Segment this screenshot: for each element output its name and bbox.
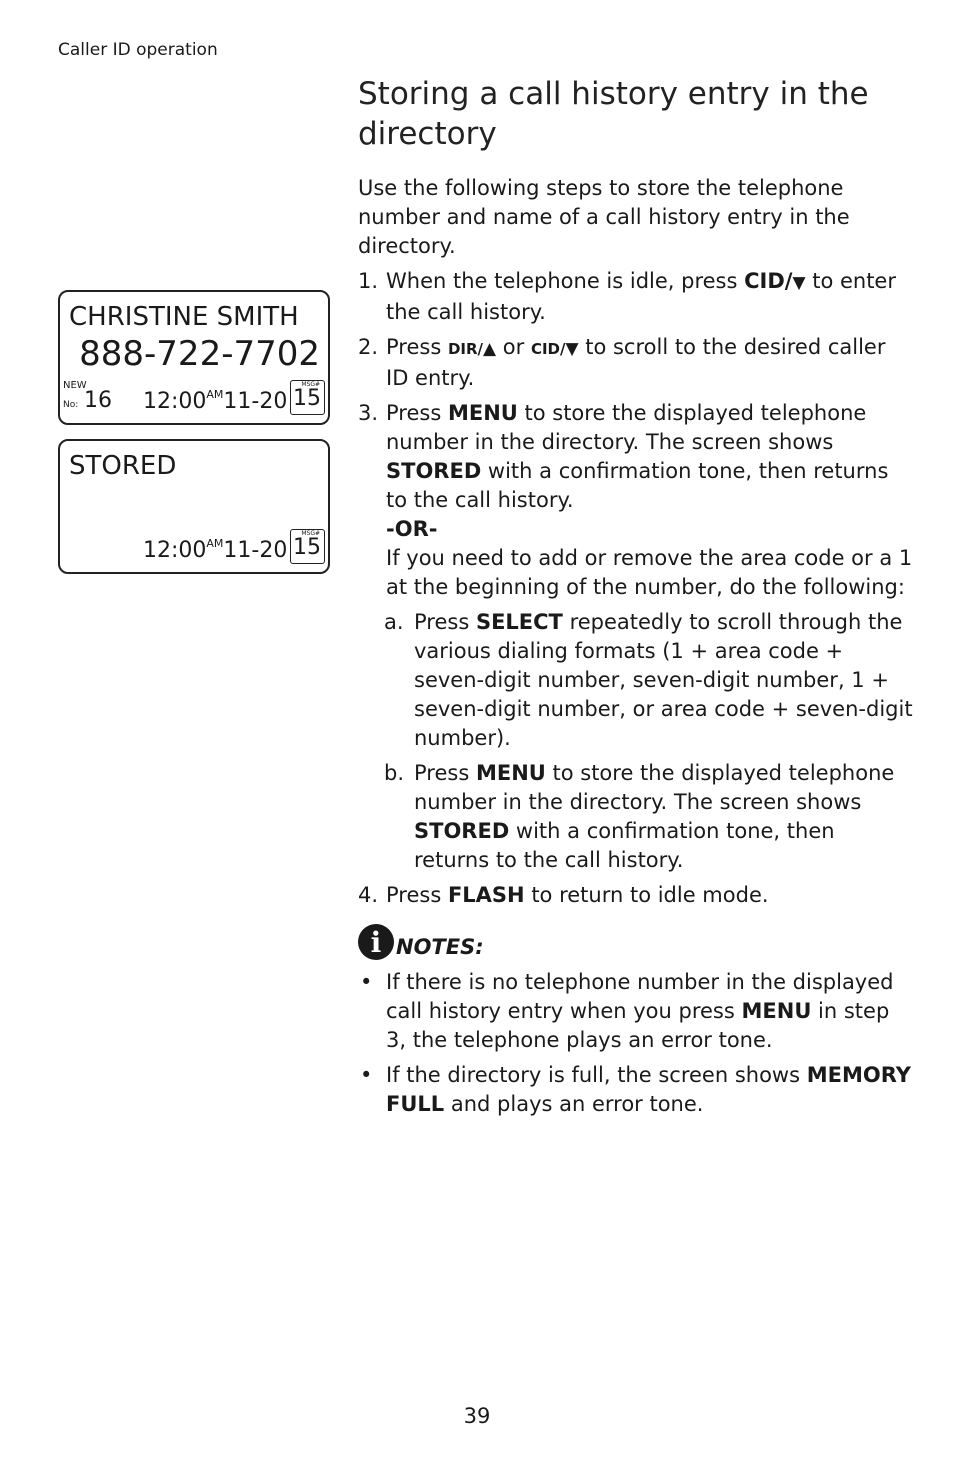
caller-number: 888-722-7702 bbox=[79, 334, 320, 374]
stored-message: STORED bbox=[69, 451, 177, 481]
new-indicator: NEW bbox=[63, 380, 87, 391]
step-1: 1. When the telephone is idle, press CID/▼ to enter the call history. bbox=[358, 269, 896, 324]
page-number: 39 bbox=[463, 1404, 491, 1428]
message-number-box bbox=[290, 529, 325, 564]
up-arrow-icon: ▲ bbox=[483, 339, 497, 359]
step-3a: a. Press SELECT repeatedly to scroll through the various dialing formats (1 + area code + seven-digit number, seven-digit number, 1 + seven-digit number, or area code + seven-digit number). bbox=[384, 610, 913, 750]
msg-label: MSG# bbox=[301, 381, 320, 388]
call-date: 11-20 bbox=[223, 538, 288, 563]
cid-key: CID/ bbox=[530, 340, 566, 358]
number-label: No: bbox=[63, 400, 79, 410]
lcd-screen-stored bbox=[58, 439, 330, 574]
menu-key: MENU bbox=[475, 761, 546, 785]
step-4: 4. Press FLASH to return to idle mode. bbox=[358, 883, 769, 907]
page-title: Storing a call history entry in the directory bbox=[358, 76, 869, 152]
notes-label: NOTES: bbox=[396, 935, 484, 959]
memory-full-key: MEMORY FULL bbox=[386, 1063, 911, 1116]
select-key: SELECT bbox=[475, 610, 563, 634]
flash-key: FLASH bbox=[447, 883, 525, 907]
steps-list bbox=[358, 267, 914, 910]
call-count: 16 bbox=[84, 388, 112, 413]
message-number-box bbox=[290, 380, 325, 415]
msg-value: 15 bbox=[293, 386, 321, 411]
menu-key: MENU bbox=[447, 401, 518, 425]
main-content bbox=[358, 174, 914, 1125]
notes-heading bbox=[358, 924, 914, 960]
menu-key: MENU bbox=[741, 999, 812, 1023]
area-code-instructions: If you need to add or remove the area code or a 1 at the beginning of the number, do the following: bbox=[386, 546, 913, 599]
info-icon: i bbox=[358, 924, 394, 960]
step-3b: b. Press MENU to store the displayed telephone number in the directory. The screen shows STORED with a confirmation tone, then returns to the call history. bbox=[384, 761, 895, 872]
msg-label: MSG# bbox=[301, 530, 320, 537]
step-2: 2. Press DIR/▲ or CID/▼ to scroll to the desired caller ID entry. bbox=[358, 335, 886, 390]
down-arrow-icon: ▼ bbox=[792, 273, 806, 293]
stored-key: STORED bbox=[386, 459, 482, 483]
substeps-list bbox=[386, 608, 914, 875]
intro-paragraph: Use the following steps to store the telephone number and name of a call history entry in the directory. bbox=[358, 176, 850, 258]
down-arrow-icon: ▼ bbox=[565, 339, 579, 359]
note-item: • If the directory is full, the screen shows MEMORY FULL and plays an error tone. bbox=[360, 1063, 911, 1116]
caller-name: CHRISTINE SMITH bbox=[69, 302, 299, 332]
notes-list bbox=[358, 968, 914, 1119]
call-time: $12:00^{AM}11-20$ bbox=[143, 388, 288, 414]
note-item: • If there is no telephone number in the displayed call history entry when you press MENU in step 3, the telephone plays an error tone. bbox=[360, 970, 894, 1052]
stored-key: STORED bbox=[414, 819, 510, 843]
call-date: 11-20 bbox=[223, 389, 288, 414]
lcd-screen-caller-entry bbox=[58, 290, 330, 425]
or-label: -OR- bbox=[386, 517, 438, 541]
step-3: 3. Press MENU to store the displayed telephone number in the directory. The screen shows STORED with a confirmation tone, then returns to the call history. -OR- If you need to add or remove the area code or a 1 at the beginning of the number, do the following: a. Press SELECT repeatedly to scroll through the various dialing formats (1 + area code + seven-digit number, seven-digit number, 1 + seven-digit number, or area code + seven-digit number). b. Press MENU to store the displayed telephone number in the directory. The screen shows STORED with a confirmation tone, then returns to the call history. bbox=[358, 399, 914, 875]
msg-value: 15 bbox=[293, 535, 321, 560]
am-indicator: AM bbox=[206, 537, 224, 550]
call-time: $12:00^{AM}11-20$ bbox=[143, 537, 288, 563]
dir-key: DIR/ bbox=[447, 340, 484, 358]
running-header: Caller ID operation bbox=[58, 40, 218, 60]
am-indicator: AM bbox=[206, 388, 224, 401]
cid-key: CID/ bbox=[744, 269, 793, 293]
